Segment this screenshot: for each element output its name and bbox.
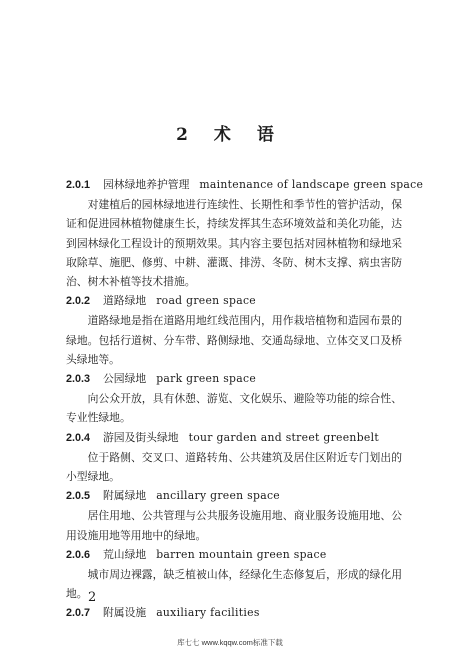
term-definition: 居住用地、公共管理与公共服务设施用地、商业服务设施用地、公用设施用地等用地中的绿地。 — [66, 509, 402, 542]
chapter-title: 2 术 语 — [176, 125, 284, 145]
footer-watermark-text: 库七七 www.kqqw.com标准下载 — [177, 638, 283, 647]
term-number: 2.0.2 — [66, 295, 91, 308]
term-name-cn: 公园绿地 — [103, 372, 147, 386]
term-entry — [66, 428, 402, 487]
term-name-en: road green space — [156, 294, 256, 308]
term-definition: 城市周边裸露，缺乏植被山体，经绿化生态修复后，形成的绿化用地。 — [66, 568, 402, 601]
term-name-en: barren mountain green space — [156, 547, 327, 561]
term-number: 2.0.4 — [66, 431, 91, 444]
term-definition: 对建植后的园林绿地进行连续性、长期性和季节性的管护活动，保证和促进园林植物健康生长，持续发挥其生态环境效益和美化功能，达到园林绿化工程设计的预期效果。其内容主要包括对园林植物和绿地采取除草、施肥、修剪、中耕、灌溉、排涝、冬防、树木支撑、病虫害防治、树木补植等技术措施。 — [66, 198, 402, 289]
term-name-en: tour garden and street greenbelt — [188, 430, 379, 444]
terms-section — [66, 175, 424, 624]
term-name-cn: 园林绿地养护管理 — [103, 178, 190, 191]
term-entry — [66, 175, 424, 291]
term-heading — [66, 175, 424, 195]
term-definition: 道路绿地是指在道路用地红线范围内，用作栽培植物和造园布景的绿地。包括行道树、分车带、路侧绿地、交通岛绿地、立体交叉口及桥头绿地等。 — [66, 314, 402, 366]
term-name-en: park green space — [156, 372, 257, 386]
term-definition: 位于路侧、交叉口、道路转角、公共建筑及居住区附近专门划出的小型绿地。 — [66, 450, 402, 484]
term-name-cn: 道路绿地 — [103, 294, 147, 308]
term-number: 2.0.5 — [66, 490, 91, 503]
term-name-cn: 游园及街头绿地 — [103, 430, 179, 444]
term-entry — [66, 545, 402, 604]
term-entry — [66, 603, 402, 623]
term-heading — [66, 428, 402, 448]
term-heading — [66, 291, 402, 311]
term-heading — [66, 486, 402, 506]
page-number: 2 — [88, 590, 97, 605]
term-definition: 向公众开放，具有休憩、游览、文化娱乐、避险等功能的综合性、专业性绿地。 — [66, 392, 402, 425]
term-number: 2.0.3 — [66, 373, 91, 386]
term-number: 2.0.6 — [66, 548, 91, 561]
term-name-en: auxiliary facilities — [156, 606, 260, 620]
term-entry — [66, 486, 402, 545]
term-entry — [66, 369, 402, 428]
term-entry — [66, 291, 402, 369]
term-number: 2.0.1 — [66, 179, 91, 191]
term-number: 2.0.7 — [66, 607, 91, 620]
term-heading — [66, 603, 402, 623]
term-name-cn: 荒山绿地 — [103, 547, 147, 561]
term-name-en: ancillary green space — [156, 489, 280, 503]
term-heading — [66, 545, 402, 565]
term-name-cn: 附属设施 — [103, 606, 147, 620]
term-name-en: maintenance of landscape green space — [199, 178, 424, 191]
term-name-cn: 附属绿地 — [103, 489, 147, 503]
term-heading — [66, 369, 402, 389]
